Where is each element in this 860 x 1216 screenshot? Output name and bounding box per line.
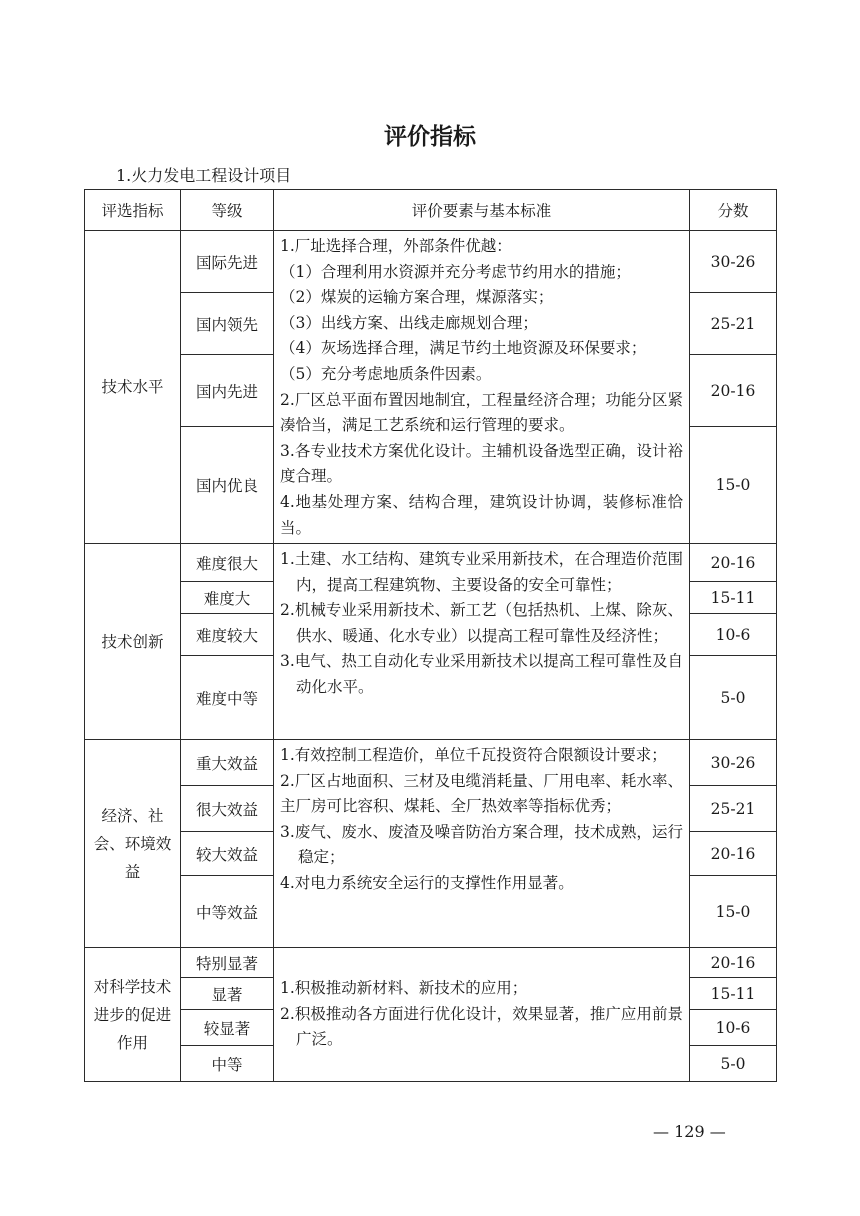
- criteria-line: （3）出线方案、出线走廊规划合理；: [280, 313, 538, 332]
- score-cell: 15-11: [690, 978, 777, 1010]
- header-grade: 等级: [181, 190, 274, 231]
- score-cell: 20-16: [690, 948, 777, 978]
- score-cell: 15-11: [690, 582, 777, 614]
- section-subtitle: 1.火力发电工程设计项目: [116, 166, 292, 185]
- header-score: 分数: [690, 190, 777, 231]
- criteria-cell: [274, 231, 690, 544]
- criteria-line: 3.废气、废水、废渣及噪音防治方案合理，技术成熟，运行稳定；: [280, 822, 683, 867]
- criteria-line: 3.电气、热工自动化专业采用新技术以提高工程可靠性及自动化水平。: [280, 652, 683, 696]
- score-cell: 5-0: [690, 1046, 777, 1082]
- score-cell: 5-0: [690, 656, 777, 740]
- score-cell: 25-21: [690, 786, 777, 832]
- criteria-line: 4.对电力系统安全运行的支撑性作用显著。: [280, 873, 574, 892]
- criteria-line: 2.机械专业采用新技术、新工艺（包括热机、上煤、除灰、供水、暖通、化水专业）以提高工程可靠性及经济性；: [280, 601, 683, 645]
- criteria-line: 4.地基处理方案、结构合理，建筑设计协调，装修标准恰当。: [280, 492, 683, 537]
- grade-cell: 中等: [181, 1046, 274, 1082]
- criteria-line: 1.积极推动新材料、新技术的应用；: [280, 979, 528, 998]
- page-title: 评价指标: [384, 124, 476, 150]
- grade-cell: 国内先进: [181, 355, 274, 427]
- criteria-line: 2.厂区总平面布置因地制宜，工程量经济合理；功能分区紧凑恰当，满足工艺系统和运行管理的要求。: [280, 390, 683, 435]
- grade-cell: 中等效益: [181, 876, 274, 948]
- grade-cell: 难度中等: [181, 656, 274, 740]
- score-cell: 25-21: [690, 293, 777, 355]
- score-cell: 20-16: [690, 355, 777, 427]
- table-header-row: [85, 190, 777, 231]
- criteria-line: 2.厂区占地面积、三材及电缆消耗量、厂用电率、耗水率、主厂房可比容积、煤耗、全厂热效率等指标优秀；: [280, 771, 683, 816]
- grade-cell: 国际先进: [181, 231, 274, 293]
- criteria-line: 2.积极推动各方面进行优化设计，效果显著，推广应用前景广泛。: [280, 1004, 683, 1049]
- score-cell: 15-0: [690, 427, 777, 544]
- criteria-cell: [274, 948, 690, 1082]
- criteria-line: （2）煤炭的运输方案合理，煤源落实；: [280, 288, 554, 307]
- score-cell: 20-16: [690, 832, 777, 876]
- table-row: [85, 948, 777, 978]
- evaluation-table: [84, 189, 777, 1082]
- criteria-line: 1.土建、水工结构、建筑专业采用新技术，在合理造价范围内，提高工程建筑物、主要设备的安全可靠性；: [280, 550, 683, 594]
- criteria-line: 3.各专业技术方案优化设计。主辅机设备选型正确，设计裕度合理。: [280, 441, 683, 486]
- header-criteria: 评价要素与基本标准: [274, 190, 690, 231]
- score-cell: 30-26: [690, 740, 777, 786]
- indicator-cell: 技术创新: [85, 544, 181, 740]
- score-cell: 10-6: [690, 1010, 777, 1046]
- criteria-line: （4）灰场选择合理，满足节约土地资源及环保要求；: [280, 339, 647, 358]
- score-cell: 15-0: [690, 876, 777, 948]
- score-cell: 30-26: [690, 231, 777, 293]
- criteria-line: （1）合理利用水资源并充分考虑节约用水的措施；: [280, 262, 631, 281]
- grade-cell: 难度很大: [181, 544, 274, 582]
- grade-cell: 较大效益: [181, 832, 274, 876]
- grade-cell: 很大效益: [181, 786, 274, 832]
- indicator-cell: 对科学技术进步的促进作用: [85, 948, 181, 1082]
- table-row: [85, 231, 777, 293]
- criteria-line: 1.有效控制工程造价，单位千瓦投资符合限额设计要求；: [280, 746, 667, 764]
- grade-cell: 国内领先: [181, 293, 274, 355]
- grade-cell: 难度较大: [181, 614, 274, 656]
- grade-cell: 显著: [181, 978, 274, 1010]
- table-row: [85, 544, 777, 582]
- indicator-cell: 技术水平: [85, 231, 181, 544]
- indicator-cell: 经济、社会、环境效益: [85, 740, 181, 948]
- table-row: [85, 740, 777, 786]
- criteria-line: 1.厂址选择合理，外部条件优越：: [280, 237, 512, 255]
- header-indicator: 评选指标: [85, 190, 181, 231]
- criteria-line: （5）充分考虑地质条件因素。: [280, 364, 492, 383]
- criteria-cell: [274, 544, 690, 740]
- grade-cell: 难度大: [181, 582, 274, 614]
- page-number: — 129 —: [653, 1122, 726, 1141]
- grade-cell: 重大效益: [181, 740, 274, 786]
- score-cell: 10-6: [690, 614, 777, 656]
- grade-cell: 较显著: [181, 1010, 274, 1046]
- grade-cell: 国内优良: [181, 427, 274, 544]
- criteria-cell: [274, 740, 690, 948]
- score-cell: 20-16: [690, 544, 777, 582]
- grade-cell: 特别显著: [181, 948, 274, 978]
